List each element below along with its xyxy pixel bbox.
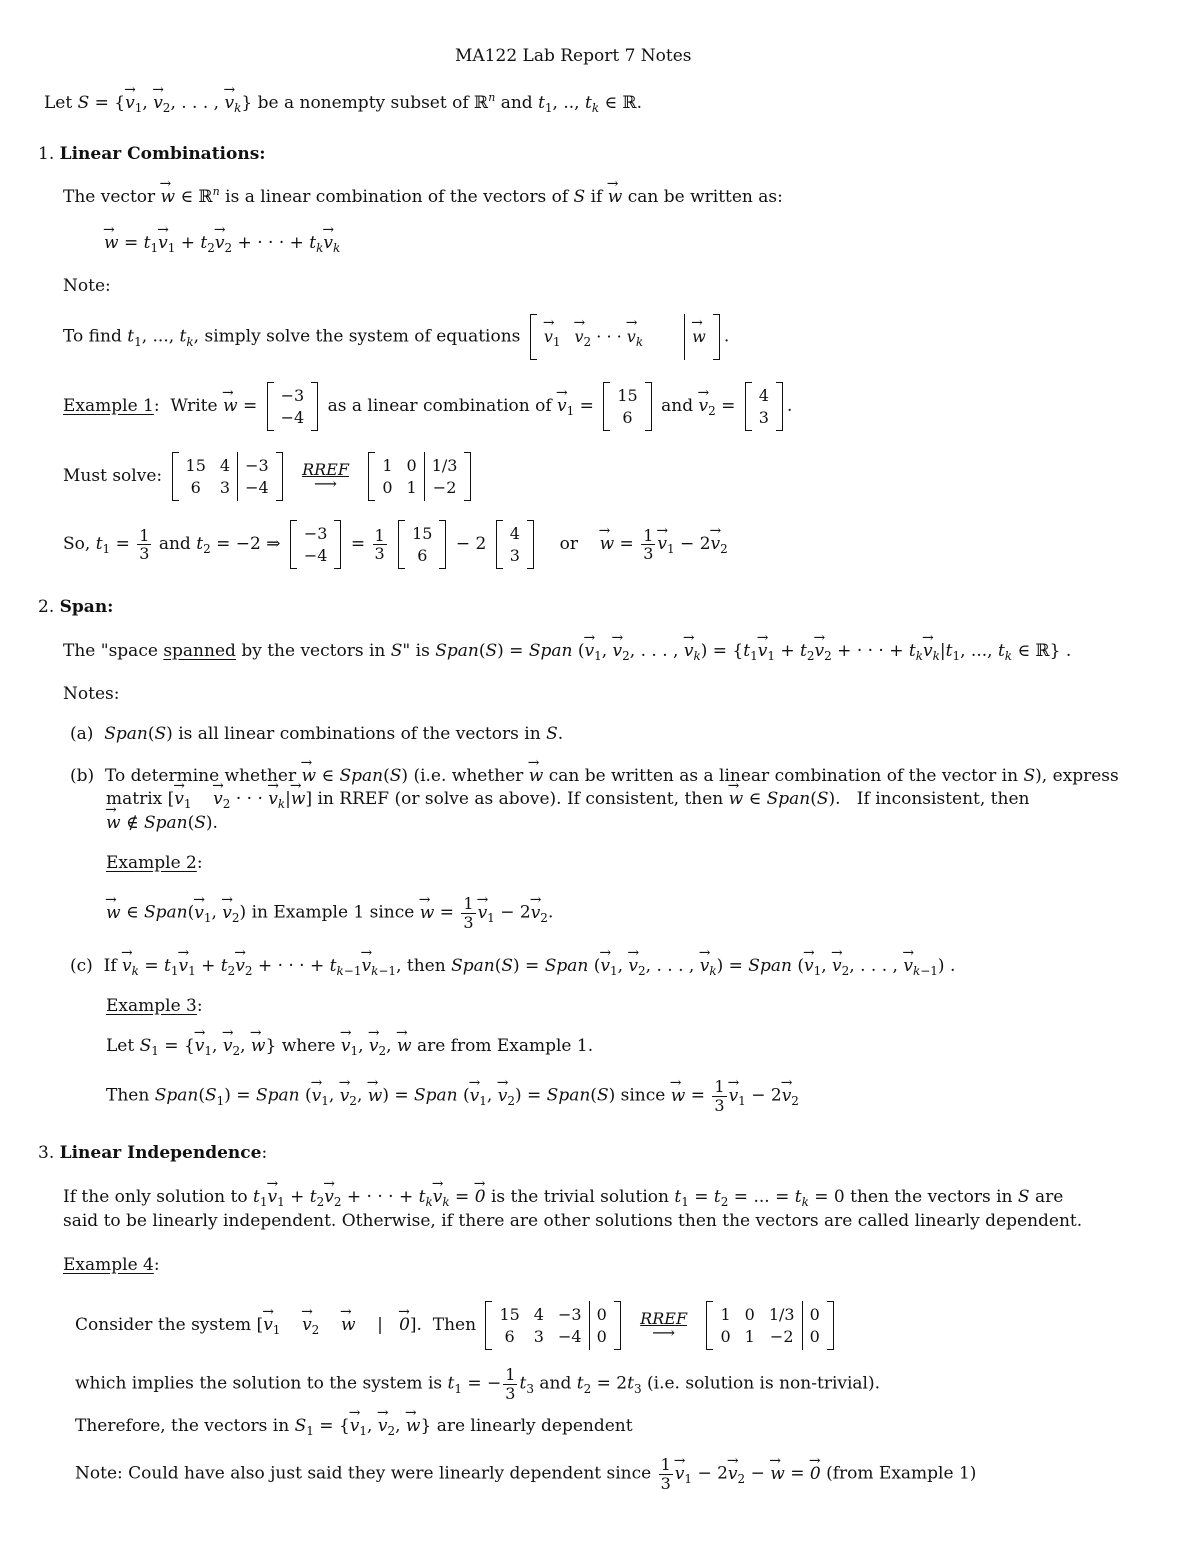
example-4-therefore: Therefore, the vectors in $S_1$ = {→ $v_1$, → $v_2$, → w} are linearly dependent (75, 1418, 633, 1435)
section-1-heading: 1. Linear Combinations: (38, 144, 266, 164)
example-2-statement: → w ∈ Span(→ $v_1$, → $v_2$) in Example 1 since → w = $\frac{1}{3}$ → $v_1 - 2\to v_2$. (106, 895, 553, 931)
linear-combination-equation: → $w = t_1\to v_1 + t_2\to v_2$ + · · · + $t_k\to v_k$ (104, 235, 340, 252)
example-3-then: Then $Span(S_1)$ = Span (→ $v_1$, → $v_2$, → w) = Span (→ $v_1$, → $v_2$) = Span(S) since → w = $\frac{1}{3}$ → $v_1 - 2\to v_2$ (106, 1078, 799, 1114)
example-4-implies: which implies the solution to the system is $t_1$ = − $\frac{1}{3}$ $t_3$ and $t_2 = 2t_3$ (i.e. solution is non-trivial). (75, 1365, 881, 1403)
example-1-rref-matrix: 1 0 0 1 1/3 −2 (368, 452, 471, 501)
section-3-heading: 3. Linear Independence: (38, 1143, 268, 1163)
example-3-label: Example 3: (106, 996, 203, 1016)
example-1-statement: Example 1: Write → w = −3 −4 as a linear combination of → $v_1$ = 15 6 and → $v_2$ = 4 3 . (63, 382, 792, 431)
example-2-label: Example 2: (106, 853, 203, 873)
independence-line-2: said to be linearly independent. Otherwise, if there are other solutions then the vectors are called linearly dependent. (63, 1211, 1083, 1231)
example-1-solution: So, $t_1$ = $\frac{1}{3}$ and $t_2 = -2$ ⇒ −3 −4 = $\frac{1}{3}$ 15 6 − 2 4 3 or → w = $\frac{1}{3}$ → $v_1 - 2\to v_2$ (63, 520, 728, 569)
find-coefficients-line: To find $t_1$, ..., $t_k$, simply solve the system of equations → $v_1$ → $v_2$ · · · → $v_k$ → w . (63, 314, 729, 360)
augmented-matrix-symbolic: → $v_1$ → $v_2$ · · · → $v_k$ → w (530, 314, 720, 360)
independence-line-1: If the only solution to $t_1\to v_1 + t_2\to v_2$ + · · · + $t_k\to v_k$ = → 0 is the trivial solution $t_1 = t_2$ = ... = $t_k = 0$ then the vectors in S are (63, 1189, 1063, 1206)
example-3-let: Let $S_1$ = {→ $v_1$, → $v_2$, → w} where → $v_1$, → $v_2$, → w are from Example 1. (106, 1038, 593, 1055)
note-b-line-1: (b) To determine whether → w ∈ Span(S) (i.e. whether → w can be written as a linear combination of the vector in S), express (70, 768, 1119, 785)
note-c: (c) $If \to v_k = t_1\to v_1 + t_2\to v_2$ + · · · + $t_{k-1}\to v_{k-1}$, then Span(S) = Span (→ $v_1$, → $v_2$, . . . , → $v_k$) = Span (→ $v_1$, → $v_2$, . . . , → $v_{k-1}$) . (70, 958, 955, 975)
example-4-system: Consider the system [→ $v_1$ → $v_2$ → w | → 0]. Then 15 6 4 3 −3 −4 0 0 RREF ⟶ 1 0 0 1 1/3 −2 0 0 (75, 1301, 838, 1350)
note-b-line-3: → w ∉ Span(S). (106, 815, 218, 832)
note-b-line-2: matrix [→ $v_1$ → $v_2$ · · · → $v_k|\to w$] in RREF (or solve as above). If consistent, then → w ∈ Span(S). If inconsistent, then (106, 791, 1029, 808)
example-1-augmented-matrix: 15 6 4 3 −3 −4 (172, 452, 283, 501)
section-2-heading: 2. Span: (38, 597, 114, 617)
notes-label: Notes: (63, 684, 120, 704)
page-title: MA122 Lab Report 7 Notes (455, 46, 692, 66)
note-a: (a) Span(S) is all linear combinations of the vectors in S. (70, 724, 564, 744)
example-4-note: Note: Could have also just said they were linearly dependent since $\frac{1}{3}$ → $v_1 - 2\to v_2$ − → w = → 0 (from Example 1) (75, 1456, 976, 1492)
span-definition: The "space spanned by the vectors in S" is Span(S) = Span (→ $v_1$, → $v_2$, . . . , → $v_k) = \{t_1\to v_1 + t_2\to v_2$ + · · · + $t_k\to v_k|t_1$, ..., $t_k$ ∈ ℝ} . (63, 643, 1071, 660)
w-vector-matrix: −3 −4 (267, 382, 319, 431)
example-4-rref-matrix: 1 0 0 1 1/3 −2 0 0 (706, 1301, 833, 1350)
rref-arrow: RREF ⟶ (302, 460, 349, 494)
must-solve-line: Must solve: 15 6 4 3 −3 −4 RREF ⟶ 1 0 0 1 1/3 −2 (63, 452, 475, 501)
note-label: Note: (63, 276, 111, 296)
example-4-label: Example 4: (63, 1255, 160, 1275)
linear-combination-definition: The vector → w ∈ ℝ$^n$ is a linear combination of the vectors of S if → w can be written as: (63, 189, 783, 206)
intro-line: Let S = {→ $v_1$, → $v_2$, . . . , → $v_k$} be a nonempty subset of ℝ$^n$ and $t_1$, .., $t_k$ ∈ ℝ. (44, 95, 642, 112)
v1-vector-matrix: 15 6 (603, 382, 651, 431)
rref-arrow: RREF ⟶ (640, 1309, 688, 1343)
v2-vector-matrix: 4 3 (745, 382, 783, 431)
example-4-augmented-matrix: 15 6 4 3 −3 −4 0 0 (485, 1301, 620, 1350)
